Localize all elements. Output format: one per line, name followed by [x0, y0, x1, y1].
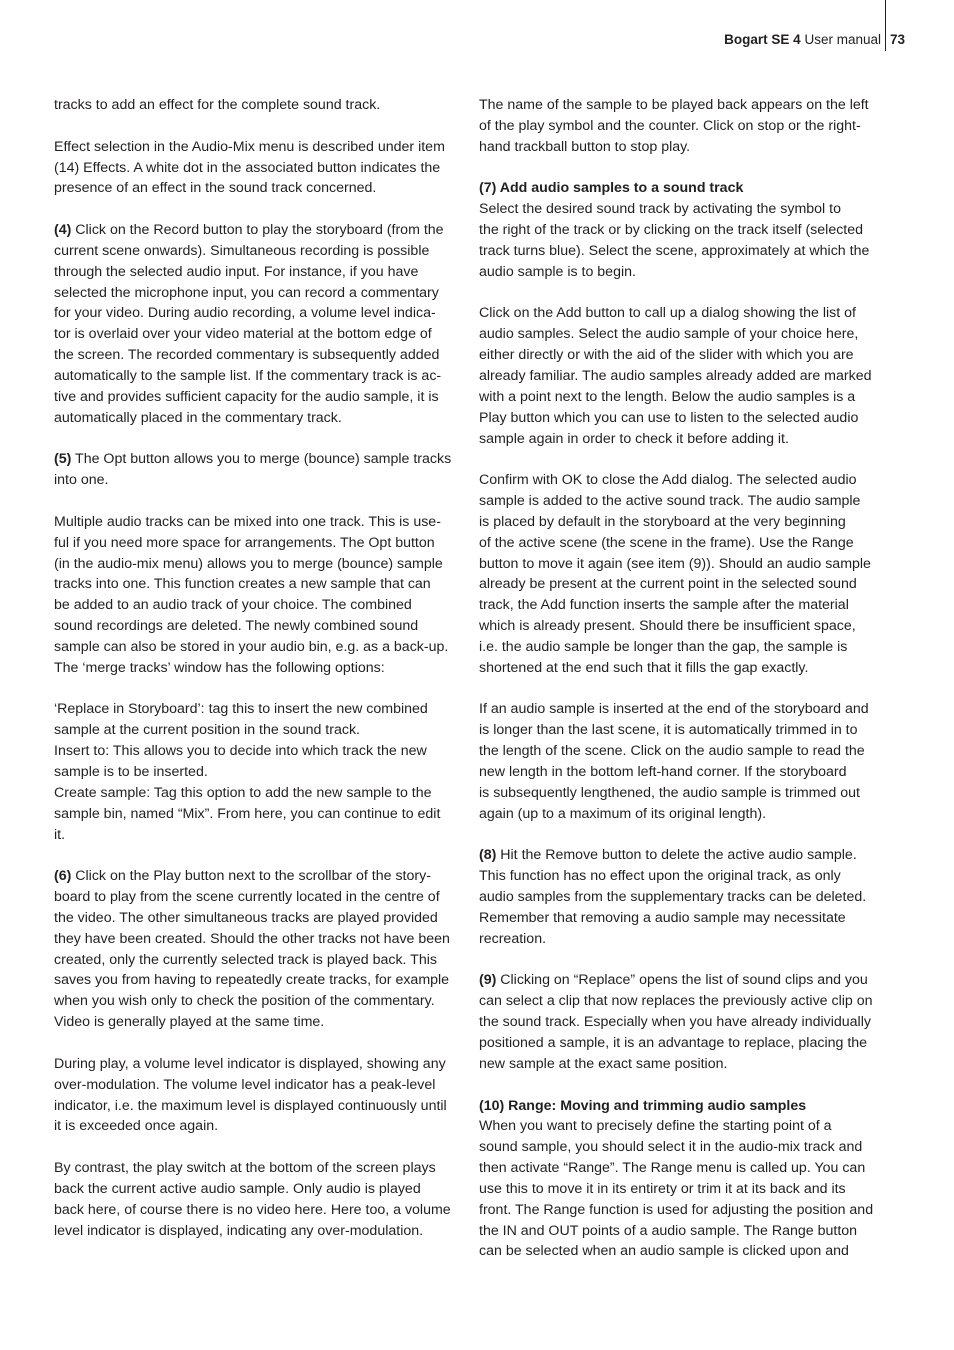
text-line: already familiar. The audio samples already added are marked — [479, 367, 872, 384]
text-line: use this to move it in its entirety or trim it at its back and its — [479, 1180, 846, 1197]
text-line: the length of the scene. Click on the audio sample to read the — [479, 743, 865, 760]
text-line: board to play from the scene currently located in the centre of — [54, 889, 440, 906]
text-line: hand trackball button to stop play. — [479, 138, 691, 155]
text-line: back here, of course there is no video here. Here too, a volume — [54, 1201, 451, 1218]
text-line: button to move it again (see item (9)). Should an audio sample — [479, 555, 871, 572]
text-line: sample again in order to check it before adding it. — [479, 430, 789, 447]
paragraph — [479, 470, 889, 678]
text-line: (in the audio-mix menu) allows you to merge (bounce) sample — [54, 555, 443, 572]
text-line: sample is added to the active sound track. The audio sample — [479, 493, 861, 510]
text-line: shortened at the end such that it fills the gap exactly. — [479, 659, 809, 676]
paragraph — [54, 220, 465, 428]
text-span: Click on the Record button to play the storyboard (from the — [71, 222, 444, 239]
section-heading: (10) Range: Moving and trimming audio samples — [479, 1097, 807, 1114]
text-line: of the active scene (the scene in the frame). Use the Range — [479, 534, 854, 551]
text-line: it is exceeded once again. — [54, 1118, 219, 1135]
text-line: Confirm with OK to close the Add dialog. The selected audio — [479, 472, 857, 489]
paragraph — [54, 449, 465, 491]
text-line: the IN and OUT points of a audio sample. The Range button — [479, 1222, 858, 1239]
text-line: sound recordings are deleted. The newly combined sound — [54, 618, 419, 635]
page-header — [0, 29, 954, 51]
text-line: presence of an effect in the sound track concerned. — [54, 180, 377, 197]
text-line — [54, 866, 465, 887]
text-line: (14) Effects. A white dot in the associated button indicates the — [54, 159, 441, 176]
text-line: back the current active audio sample. Only audio is played — [54, 1180, 421, 1197]
text-line: the video. The other simultaneous tracks are played provided — [54, 909, 438, 926]
paragraph — [54, 783, 465, 846]
paragraph — [479, 699, 889, 824]
text-line: level indicator is displayed, indicating any over-modulation. — [54, 1222, 424, 1239]
text-line: into one. — [54, 472, 109, 489]
text-line: Select the desired sound track by activating the symbol to — [479, 201, 841, 218]
text-line: tracks into one. This function creates a new sample that can — [54, 576, 431, 593]
text-line: During play, a volume level indicator is displayed, showing any — [54, 1055, 446, 1072]
text-line: when you wish only to check the position of the commentary. — [54, 993, 435, 1010]
paragraph — [479, 970, 889, 1074]
text-line — [54, 220, 465, 241]
text-line: sample can also be stored in your audio bin, e.g. as a back-up. — [54, 638, 449, 655]
text-line: sample bin, named “Mix”. From here, you can continue to edit — [54, 805, 441, 822]
running-title — [724, 32, 881, 47]
text-line: already be present at the current point in the selected sound — [479, 576, 857, 593]
text-line: selected the microphone input, you can record a commentary — [54, 284, 439, 301]
text-line: Effect selection in the Audio-Mix menu is described under item — [54, 138, 445, 155]
text-line: Create sample: Tag this option to add the new sample to the — [54, 784, 432, 801]
text-line: can select a clip that now replaces the previously active clip on — [479, 993, 873, 1010]
text-line: By contrast, the play switch at the bottom of the screen plays — [54, 1160, 436, 1177]
text-line: saves you from having to repeatedly create tracks, for example — [54, 972, 450, 989]
text-line: recreation. — [479, 930, 547, 947]
product-name: Bogart SE 4 — [724, 32, 801, 47]
text-line: ‘Replace in Storyboard’: tag this to insert the new combined — [54, 701, 428, 718]
text-line: Play button which you can use to listen to the selected audio — [479, 409, 859, 426]
text-line: through the selected audio input. For instance, if you have — [54, 263, 419, 280]
text-line: tive and provides sufficient capacity for the audio sample, it is — [54, 388, 439, 405]
item-label: (9) — [479, 972, 497, 989]
text-line: tracks to add an effect for the complete sound track. — [54, 97, 381, 113]
text-line: is placed by default in the storyboard at the very beginning — [479, 513, 846, 530]
text-line: automatically to the sample list. If the commentary track is ac- — [54, 367, 442, 384]
text-line: When you want to precisely define the starting point of a — [479, 1118, 832, 1135]
text-line: which is already present. Should there be insufficient space, — [479, 618, 856, 635]
page-number: 73 — [890, 32, 906, 47]
paragraph — [54, 1054, 465, 1137]
text-line: audio sample is to begin. — [479, 263, 636, 280]
text-line: indicator, i.e. the maximum level is displayed continuously until — [54, 1097, 447, 1114]
text-line: with a point next to the length. Below the audio samples is a — [479, 388, 856, 405]
text-line: again (up to a maximum of its original length). — [479, 805, 767, 822]
text-line: created, only the currently selected track is played back. This — [54, 951, 437, 968]
header-divider — [885, 0, 886, 51]
text-line: track, the Add function inserts the sample after the material — [479, 597, 849, 614]
text-line: new sample at the exact same position. — [479, 1055, 728, 1072]
text-line: Remember that removing a audio sample may necessitate — [479, 909, 846, 926]
text-line: This function has no effect upon the original track, as only — [479, 868, 841, 885]
text-span: Clicking on “Replace” opens the list of sound clips and you — [496, 972, 868, 989]
text-line: the screen. The recorded commentary is subsequently added — [54, 347, 440, 364]
text-line: the right of the track or by clicking on the track itself (selected — [479, 222, 864, 239]
paragraph — [54, 137, 465, 200]
paragraph — [54, 741, 465, 783]
text-line: automatically placed in the commentary track. — [54, 409, 342, 426]
text-line: either directly or with the aid of the slider with which you are — [479, 347, 854, 364]
text-line: If an audio sample is inserted at the end of the storyboard and — [479, 701, 869, 718]
paragraph — [54, 699, 465, 741]
text-line: Insert to: This allows you to decide into which track the new — [54, 743, 427, 760]
text-line: new length in the bottom left-hand corner. If the storyboard — [479, 764, 847, 780]
paragraph — [54, 512, 465, 679]
text-line: Click on the Add button to call up a dialog showing the list of — [479, 305, 856, 322]
text-line: for your video. During audio recording, a volume level indica- — [54, 305, 436, 322]
text-line: front. The Range function is used for adjusting the position and — [479, 1201, 874, 1218]
text-line: sound sample, you should select it in the audio-mix track and — [479, 1139, 863, 1156]
item-label: (8) — [479, 847, 497, 864]
paragraph — [479, 1096, 889, 1263]
text-line — [479, 970, 889, 991]
text-line: positioned a sample, it is an advantage to replace, placing the — [479, 1034, 868, 1051]
text-line: the sound track. Especially when you have already individually — [479, 1014, 871, 1031]
text-line: track turns blue). Select the scene, approximately at which the — [479, 242, 870, 259]
text-span: Click on the Play button next to the scrollbar of the story- — [71, 868, 431, 885]
text-line: can be selected when an audio sample is clicked upon and — [479, 1243, 849, 1260]
paragraph — [54, 95, 465, 116]
text-line — [54, 449, 465, 470]
text-line: sample is to be inserted. — [54, 764, 208, 780]
paragraph — [479, 95, 889, 158]
text-line: of the play symbol and the counter. Click on stop or the right- — [479, 117, 861, 134]
item-label: (6) — [54, 868, 72, 885]
text-line: it. — [54, 826, 66, 843]
text-line: audio samples from the supplementary tracks can be deleted. — [479, 889, 867, 906]
section-heading: (7) Add audio samples to a sound track — [479, 180, 744, 197]
text-line: The name of the sample to be played back appears on the left — [479, 97, 869, 113]
text-line: current scene onwards). Simultaneous recording is possible — [54, 242, 430, 259]
text-line: they have been created. Should the other tracks not have been — [54, 930, 450, 947]
item-label: (5) — [54, 451, 72, 468]
paragraph — [479, 303, 889, 449]
text-line — [479, 845, 889, 866]
text-span: Hit the Remove button to delete the active audio sample. — [496, 847, 857, 864]
text-line: audio samples. Select the audio sample of your choice here, — [479, 326, 859, 343]
text-line: over-modulation. The volume level indicator has a peak-level — [54, 1076, 436, 1093]
text-span: The Opt button allows you to merge (bounce) sample tracks — [71, 451, 452, 468]
text-line: then activate “Range”. The Range menu is called up. You can — [479, 1160, 866, 1177]
text-line: tor is overlaid over your video material at the bottom edge of — [54, 326, 432, 343]
paragraph — [479, 845, 889, 949]
paragraph — [54, 1158, 465, 1241]
text-line: ful if you need more space for arrangements. The Opt button — [54, 534, 435, 551]
right-column — [479, 95, 889, 1283]
text-line: The ‘merge tracks’ window has the following options: — [54, 659, 385, 676]
text-line: Multiple audio tracks can be mixed into one track. This is use- — [54, 513, 441, 530]
text-line: be added to an audio track of your choice. The combined — [54, 597, 412, 614]
item-label: (4) — [54, 222, 72, 239]
text-line: i.e. the audio sample be longer than the gap, the sample is — [479, 638, 848, 655]
text-line: sample at the current position in the sound track. — [54, 722, 360, 739]
text-line: is subsequently lengthened, the audio sample is trimmed out — [479, 784, 860, 801]
paragraph — [479, 178, 889, 282]
left-column — [54, 95, 465, 1262]
paragraph — [54, 866, 465, 1033]
text-line: Video is generally played at the same time. — [54, 1014, 325, 1031]
text-line: is longer than the last scene, it is automatically trimmed in to — [479, 722, 858, 739]
manual-label: User manual — [800, 32, 881, 47]
